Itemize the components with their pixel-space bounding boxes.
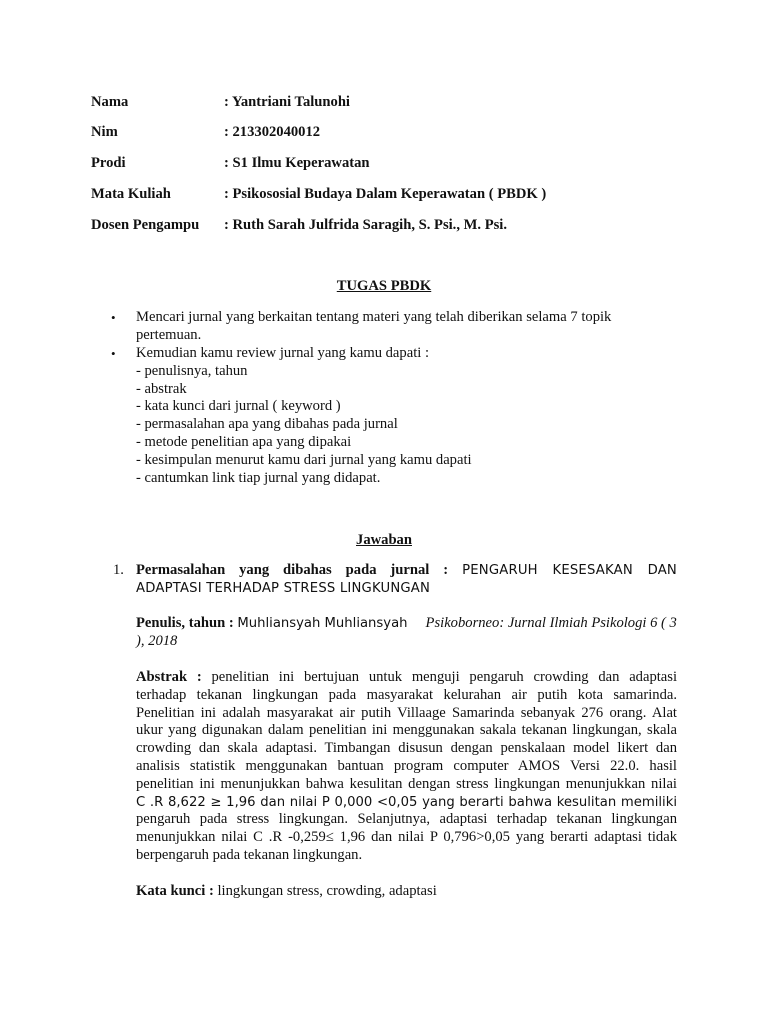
abstract-line — [136, 669, 677, 687]
info-value: : 213302040012 — [224, 124, 321, 140]
info-label: Dosen Pengampu — [91, 217, 200, 233]
problem-paragraph — [136, 562, 677, 598]
abstract-line: terhadap tekanan lingkungan pada masyarakat kelurahan air putih kota samarinda. — [136, 686, 677, 703]
bullet-text-line: Mencari jurnal yang berkaitan tentang materi yang telah diberikan selama 7 topik — [136, 309, 612, 325]
author-line — [136, 615, 677, 633]
author-value: Muhliansyah Muhliansyah — [237, 616, 408, 631]
abstract-line: menunjukkan nilai C .R -0,259≤ 1,96 dan nilai P 0,796>0,05 yang berarti adaptasi tidak — [136, 829, 677, 846]
list-item: - penulisnya, tahun — [136, 362, 248, 379]
list-item: - permasalahan apa yang dibahas pada jurnal — [136, 416, 398, 433]
keywords-value: lingkungan stress, crowding, adaptasi — [217, 883, 437, 899]
abstract-label: Abstrak : — [136, 669, 202, 685]
list-item: - cantumkan link tiap jurnal yang didapat. — [136, 469, 381, 486]
info-value: : Ruth Sarah Julfrida Saragih, S. Psi., M. Psi. — [224, 217, 507, 233]
bullet-icon: • — [111, 346, 116, 361]
info-label: Mata Kuliah — [91, 186, 171, 202]
info-label: Prodi — [91, 155, 126, 171]
info-label: Nim — [91, 124, 118, 140]
task-title: TUGAS PBDK — [336, 278, 432, 294]
task-bullet-1 — [111, 309, 656, 345]
abstract-line: ukur yang digunakan dalam penelitian ini menggunakan sakala tekanan lingkungan, skala — [136, 722, 677, 739]
info-label: Nama — [91, 94, 129, 110]
journal-name-part-2: ), 2018 — [136, 632, 178, 649]
abstract-paragraph — [136, 669, 677, 865]
task-bullet-2 — [111, 345, 656, 487]
abstract-line: berpengaruh pada tekanan lingkungan. — [136, 846, 363, 863]
abstract-line: penelitian ini menunjukkan bahwa kesulitan dengan stress lingkungan menunjukkan nilai — [136, 775, 677, 792]
abstract-line: crowding dan skala adaptasi. Timbangan disusun dengan penskalaan model likert dan — [136, 740, 677, 757]
answer-title: Jawaban — [356, 532, 412, 548]
abstract-line: pengaruh pada stress lingkungan. Selanjutnya, adaptasi terhadap tekanan lingkungan — [136, 811, 677, 828]
list-item: - metode penelitian apa yang dipakai — [136, 433, 352, 450]
problem-label: Permasalahan yang dibahas pada jurnal : — [136, 562, 449, 578]
list-item: - abstrak — [136, 380, 187, 397]
abstract-line: analisis statistik menggunakan bantuan program computer AMOS Versi 22.0. hasil — [136, 757, 677, 774]
keywords-label: Kata kunci : — [136, 883, 214, 899]
bullet-icon: • — [111, 310, 116, 325]
list-item: - kata kunci dari jurnal ( keyword ) — [136, 398, 341, 415]
info-value: : S1 Ilmu Keperawatan — [224, 155, 370, 171]
problem-title-part-2: ADAPTASI TERHADAP STRESS LINGKUNGAN — [136, 580, 431, 596]
bullet-text-line: pertemuan. — [136, 326, 202, 343]
author-label: Penulis, tahun : — [136, 615, 234, 631]
abstract-line: Penelitian ini adalah masyarakat air putih Villaage Samarinda sebanyak 276 orang. Alat — [136, 704, 677, 721]
list-item: - kesimpulan menurut kamu dari jurnal yang kamu dapati — [136, 451, 472, 468]
review-items-list — [136, 363, 656, 488]
info-value: : Psikososial Budaya Dalam Keperawatan ( PBDK ) — [224, 186, 547, 202]
journal-name-part-1: Psikoborneo: Jurnal Ilmiah Psikologi 6 ( 3 — [425, 615, 677, 631]
answer-number: 1. — [113, 562, 124, 578]
abstract-line: C .R 8,622 ≥ 1,96 dan nilai P 0,000 <0,05 yang berarti bahwa kesulitan memiliki — [136, 794, 677, 810]
keywords-paragraph — [136, 883, 677, 901]
author-paragraph — [136, 615, 677, 651]
abstract-text: penelitian ini bertujuan untuk menguji pengaruh crowding dan adaptasi — [211, 669, 678, 685]
bullet-text-line: Kemudian kamu review jurnal yang kamu dapati : — [136, 345, 430, 361]
keywords-line — [136, 883, 677, 901]
problem-line-1 — [136, 562, 677, 580]
problem-title-part-1: PENGARUH KESESAKAN DAN — [462, 563, 677, 578]
info-value: : Yantriani Talunohi — [224, 94, 350, 110]
